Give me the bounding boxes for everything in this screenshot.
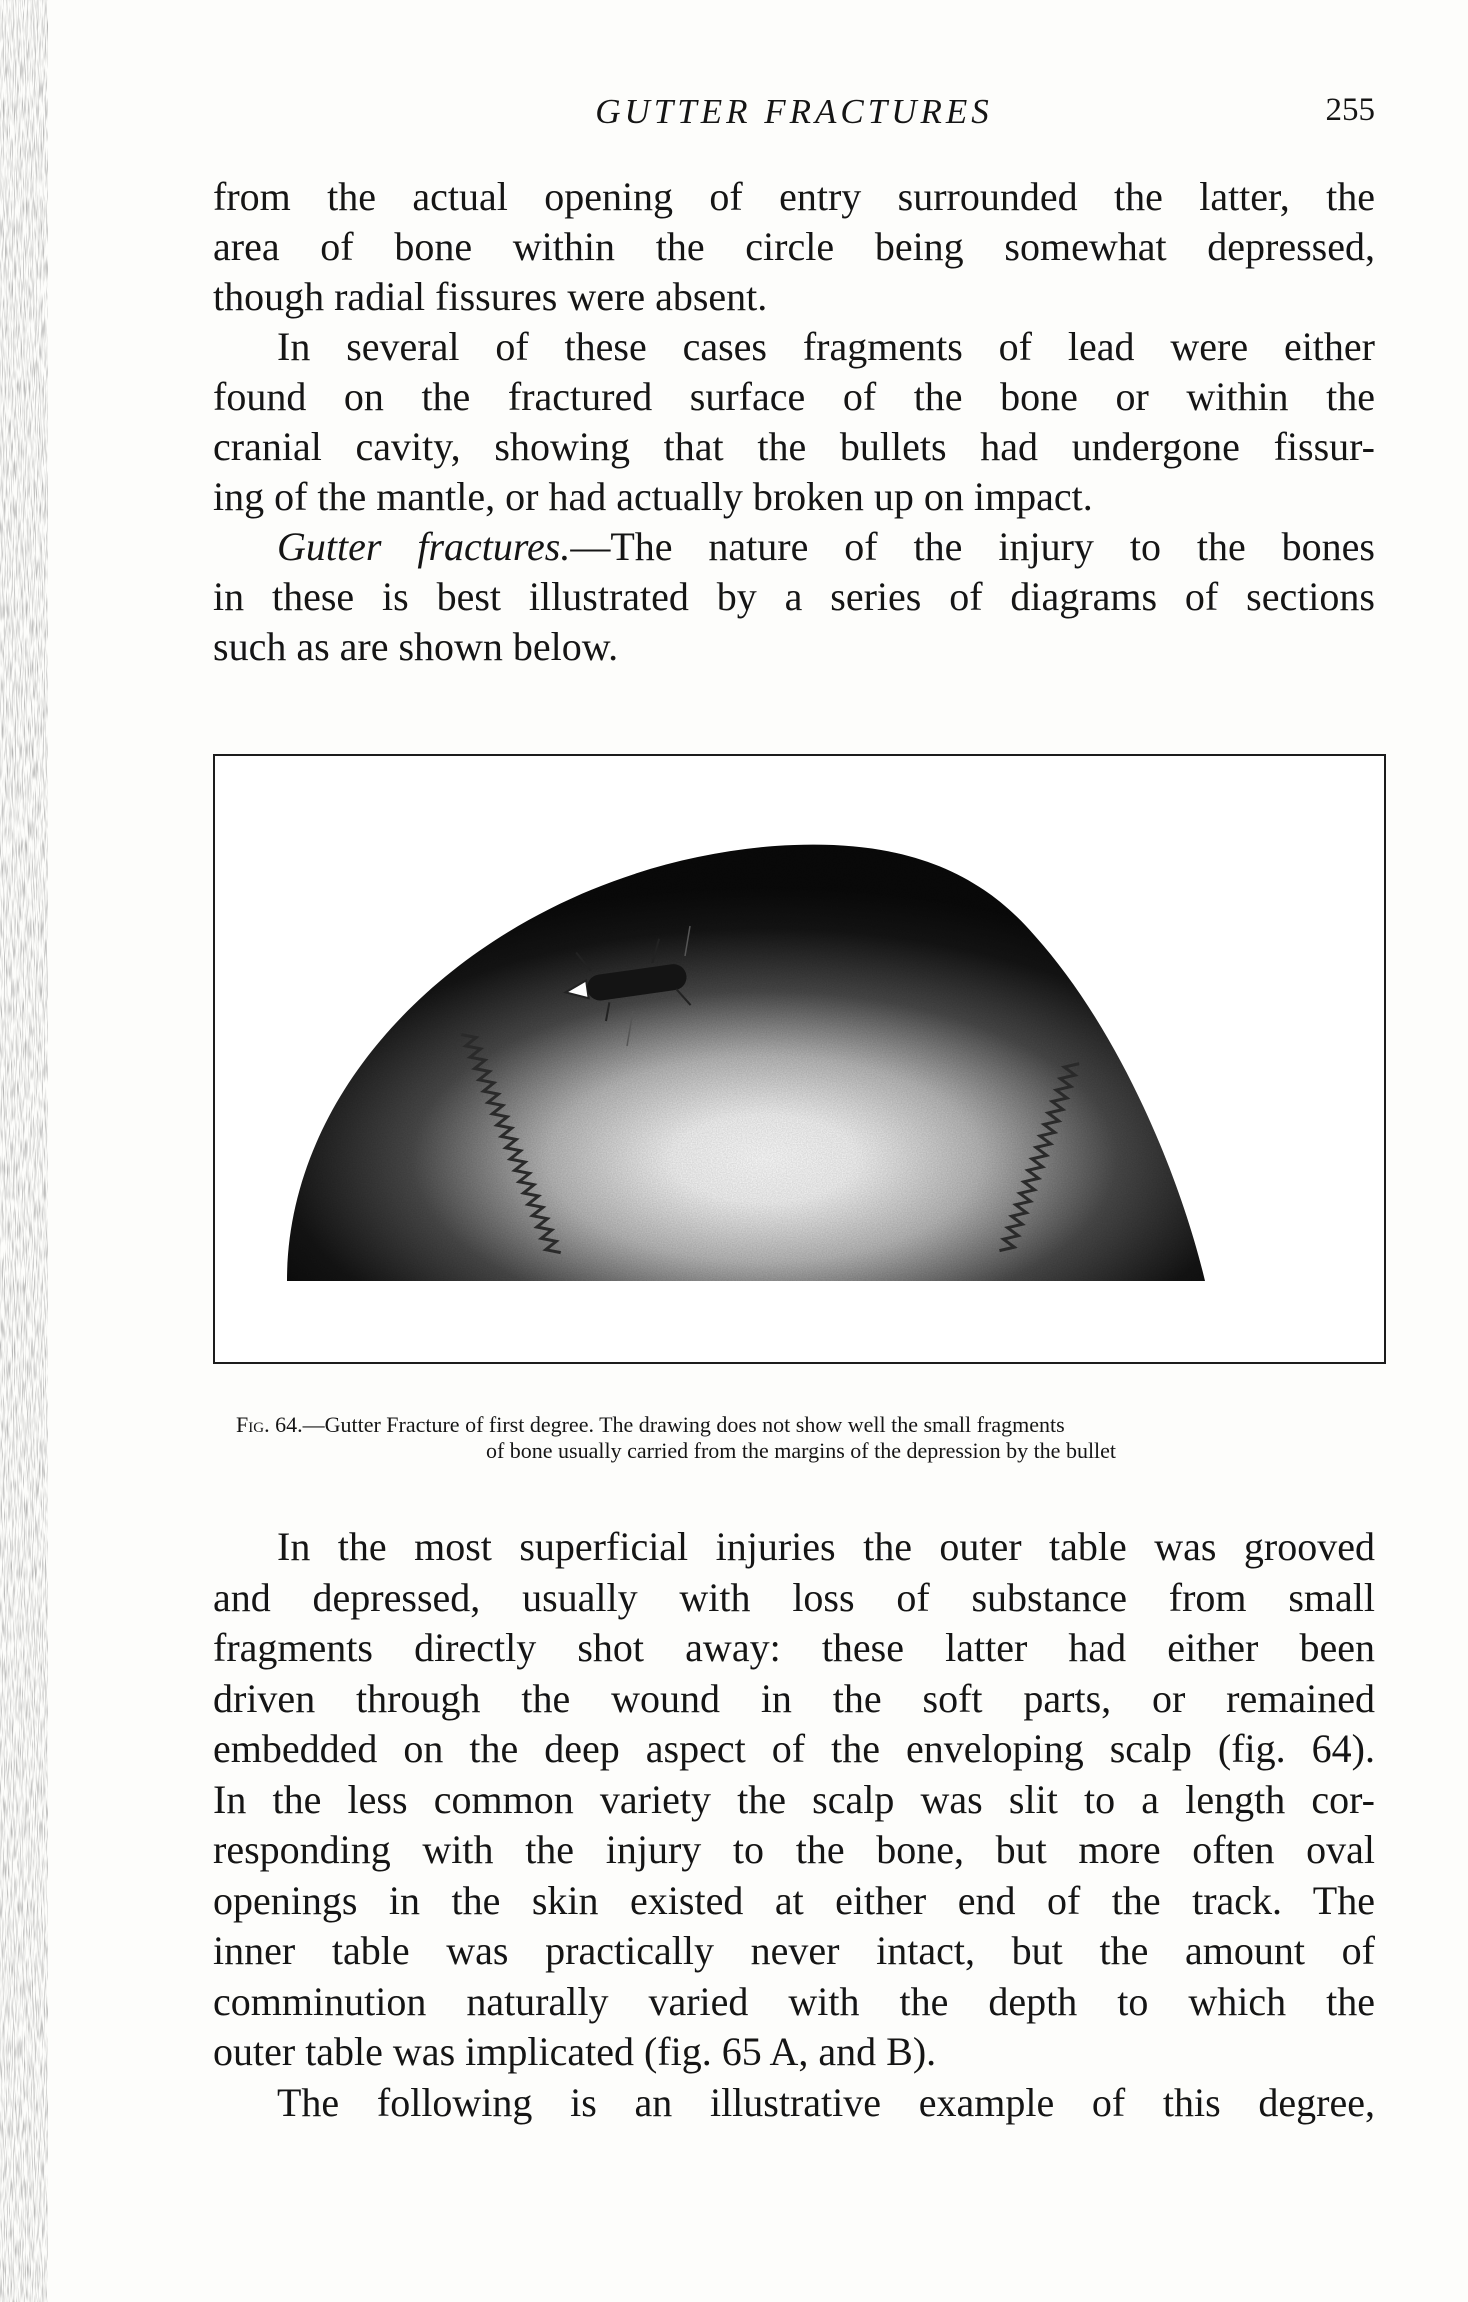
figure-64-caption xyxy=(236,1412,1366,1464)
figure-64-frame xyxy=(213,754,1386,1364)
body-text-lower xyxy=(213,1522,1375,2128)
text-line: embedded on the deep aspect of the enveloping scalp (fig. 64). xyxy=(213,1726,1375,1771)
running-head-title: GUTTER FRACTURES xyxy=(595,92,993,131)
text-line: area of bone within the circle being somewhat depressed, xyxy=(213,224,1375,269)
binding-edge-shadow xyxy=(0,0,48,2302)
text-line-with-side-heading xyxy=(213,522,1375,572)
text-line: In the most superficial injuries the outer table was grooved xyxy=(277,1524,1375,1569)
text-line: The following is an illustrative example of this degree, xyxy=(277,2079,1375,2125)
text-line: driven through the wound in the soft parts, or remained xyxy=(213,1675,1375,1721)
gutter-fracture-illustration xyxy=(215,756,1386,1364)
text-line: though radial fissures were absent. xyxy=(213,274,768,319)
text-line: found on the fractured surface of the bone or within the xyxy=(213,374,1375,419)
caption-text-1: —Gutter Fracture of first degree. The drawing does not show well the small fragments xyxy=(302,1412,1065,1437)
text-line: in these is best illustrated by a series of diagrams of sections xyxy=(213,574,1375,619)
text-line: such as are shown below. xyxy=(213,624,619,669)
text-line: In the less common variety the scalp was slit to a length cor- xyxy=(213,1776,1375,1822)
text-line: openings in the skin existed at either end of the track. The xyxy=(213,1877,1375,1923)
running-head xyxy=(213,92,1375,138)
caption-line-2: of bone usually carried from the margins of the depression by the bullet xyxy=(485,1438,1117,1463)
side-heading: Gutter fractures. xyxy=(277,524,571,569)
text-line: and depressed, usually with loss of substance from small xyxy=(213,1574,1375,1620)
text-line: cranial cavity, showing that the bullets had undergone fissur- xyxy=(213,424,1375,469)
body-text-top xyxy=(213,172,1375,672)
text-line: from the actual opening of entry surrounded the latter, the xyxy=(213,174,1375,219)
side-heading-continuation: —The nature of the injury to the bones xyxy=(570,524,1375,569)
text-line: ing of the mantle, or had actually broken up on impact. xyxy=(213,474,1093,519)
caption-label: Fig. 64. xyxy=(236,1412,303,1437)
text-line: inner table was practically never intact, but the amount of xyxy=(213,1928,1375,1973)
text-line: outer table was implicated (fig. 65 A, and B). xyxy=(213,2029,937,2074)
text-line: fragments directly shot away: these latter had either been xyxy=(213,1625,1375,1670)
text-line: comminution naturally varied with the depth to which the xyxy=(213,1978,1375,2024)
caption-line-1 xyxy=(236,1412,1366,1438)
text-line: In several of these cases fragments of lead were either xyxy=(277,324,1375,369)
page-number: 255 xyxy=(1325,92,1375,128)
text-line: responding with the injury to the bone, but more often oval xyxy=(213,1827,1375,1872)
